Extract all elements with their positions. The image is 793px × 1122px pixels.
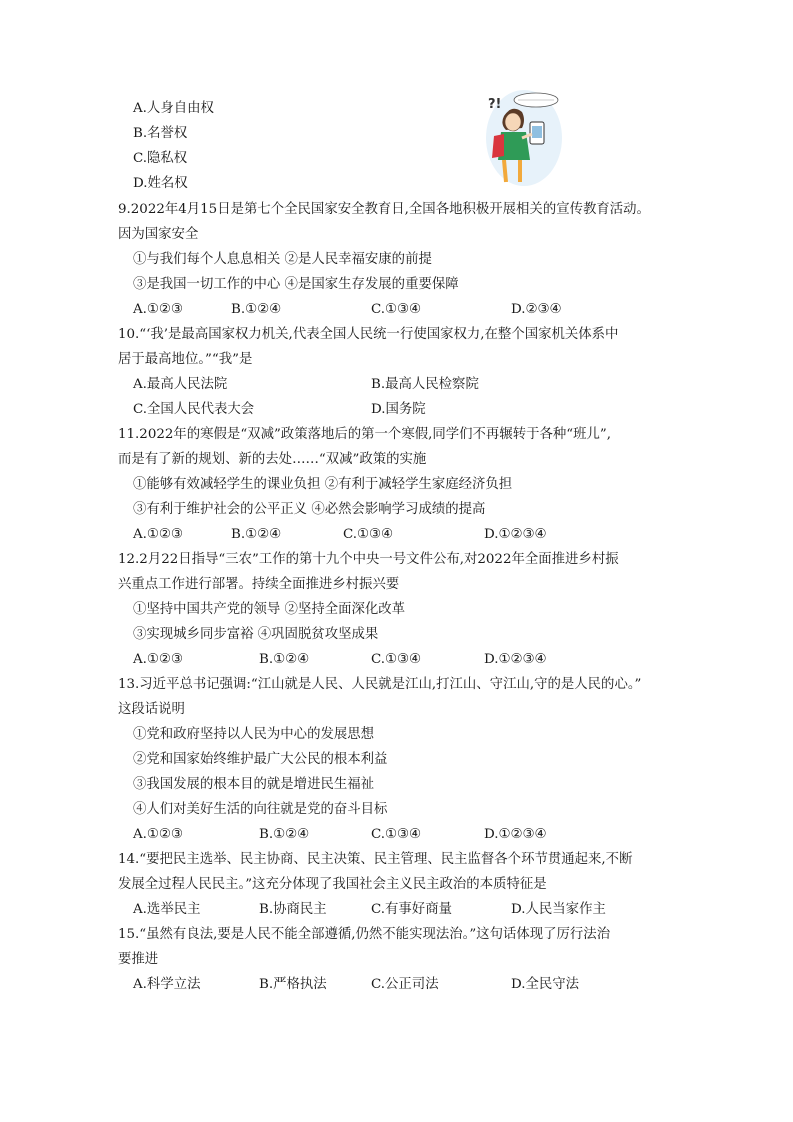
q11-items-line1: ①能够有效减轻学生的课业负担 ②有利于减轻学生家庭经济负担 (133, 477, 513, 492)
q13-item-1: ①党和政府坚持以人民为中心的发展思想 (133, 727, 375, 742)
q9-stem-line1: 9.2022年4月15日是第七个全民国家安全教育日,全国各地积极开展相关的宣传教育活动。 (118, 202, 650, 217)
q11-stem-line1: 11.2022年的寒假是“双减”政策落地后的第一个寒假,同学们不再辗转于各种“班儿”, (118, 427, 611, 442)
q14-option-b: B.协商民主 (259, 902, 327, 917)
q12-option-d: D.①②③④ (484, 652, 547, 667)
q12-items-line2: ③实现城乡同步富裕 ④巩固脱贫攻坚成果 (133, 627, 379, 642)
q9-items-line2: ③是我国一切工作的中心 ④是国家生存发展的重要保障 (133, 277, 459, 292)
cartoon-girl-phone-illustration (482, 86, 562, 188)
q13-option-b: B.①②④ (259, 827, 310, 842)
q14-option-a: A.选举民主 (133, 902, 201, 917)
q11-items-line2: ③有利于维护社会的公平正义 ④必然会影响学习成绩的提高 (133, 502, 486, 517)
q12-option-c: C.①③④ (371, 652, 422, 667)
q13-option-c: C.①③④ (371, 827, 422, 842)
q9-items-line1: ①与我们每个人息息相关 ②是人民幸福安康的前提 (133, 252, 432, 267)
q12-stem-line1: 12.2月22日指导“三农”工作的第十九个中央一号文件公布,对2022年全面推进乡村振 (118, 552, 619, 567)
q9-option-b: B.①②④ (231, 302, 282, 317)
q10-option-c: C.全国人民代表大会 (133, 402, 255, 417)
q9-option-c: C.①③④ (371, 302, 422, 317)
q8-option-d: D.姓名权 (133, 176, 188, 191)
q12-option-a: A.①②③ (133, 652, 183, 667)
q12-items-line1: ①坚持中国共产党的领导 ②坚持全面深化改革 (133, 602, 406, 617)
q10-option-d: D.国务院 (371, 402, 426, 417)
q10-option-a: A.最高人民法院 (133, 377, 228, 392)
q8-option-c: C.隐私权 (133, 151, 188, 166)
svg-text:?!: ?! (488, 97, 502, 112)
q15-option-b: B.严格执法 (259, 977, 327, 992)
q14-option-d: D.人民当家作主 (511, 902, 606, 917)
q11-stem-line2: 而是有了新的规划、新的去处……“双减”政策的实施 (118, 452, 427, 467)
q9-option-a: A.①②③ (133, 302, 183, 317)
q11-option-b: B.①②④ (231, 527, 282, 542)
q11-option-a: A.①②③ (133, 527, 183, 542)
q13-option-a: A.①②③ (133, 827, 183, 842)
q15-option-d: D.全民守法 (511, 977, 580, 992)
q15-stem-line1: 15.“虽然有良法,要是人民不能全部遵循,仍然不能实现法治。”这句话体现了厉行法治 (118, 927, 611, 942)
q15-stem-line2: 要推进 (118, 952, 159, 967)
q9-stem-line2: 因为国家安全 (118, 227, 199, 242)
q15-option-a: A.科学立法 (133, 977, 201, 992)
q13-item-3: ③我国发展的根本目的就是增进民生福祉 (133, 777, 375, 792)
q9-option-d: D.②③④ (511, 302, 562, 317)
q12-stem-line2: 兴重点工作进行部署。持续全面推进乡村振兴要 (118, 577, 400, 592)
q13-option-d: D.①②③④ (484, 827, 547, 842)
q11-option-c: C.①③④ (343, 527, 394, 542)
q8-option-a: A.人身自由权 (133, 101, 214, 116)
q8-option-b: B.名誉权 (133, 126, 188, 141)
q10-stem-line2: 居于最高地位。”“我”是 (118, 352, 253, 367)
q10-stem-line1: 10.“‘我’是最高国家权力机关,代表全国人民统一行使国家权力,在整个国家机关体系中 (118, 327, 619, 342)
q13-item-4: ④人们对美好生活的向往就是党的奋斗目标 (133, 802, 388, 817)
q10-option-b: B.最高人民检察院 (371, 377, 479, 392)
q14-stem-line1: 14.“要把民主选举、民主协商、民主决策、民主管理、民主监督各个环节贯通起来,不断 (118, 852, 633, 867)
q15-option-c: C.公正司法 (371, 977, 439, 992)
q11-option-d: D.①②③④ (484, 527, 547, 542)
q13-item-2: ②党和国家始终维护最广大公民的根本利益 (133, 752, 388, 767)
q13-stem-line2: 这段话说明 (118, 702, 185, 717)
q14-option-c: C.有事好商量 (371, 902, 452, 917)
q13-stem-line1: 13.习近平总书记强调:“江山就是人民、人民就是江山,打江山、守江山,守的是人民的心。” (118, 677, 642, 692)
q12-option-b: B.①②④ (259, 652, 310, 667)
q14-stem-line2: 发展全过程人民民主。”这充分体现了我国社会主义民主政治的本质特征是 (118, 877, 547, 892)
